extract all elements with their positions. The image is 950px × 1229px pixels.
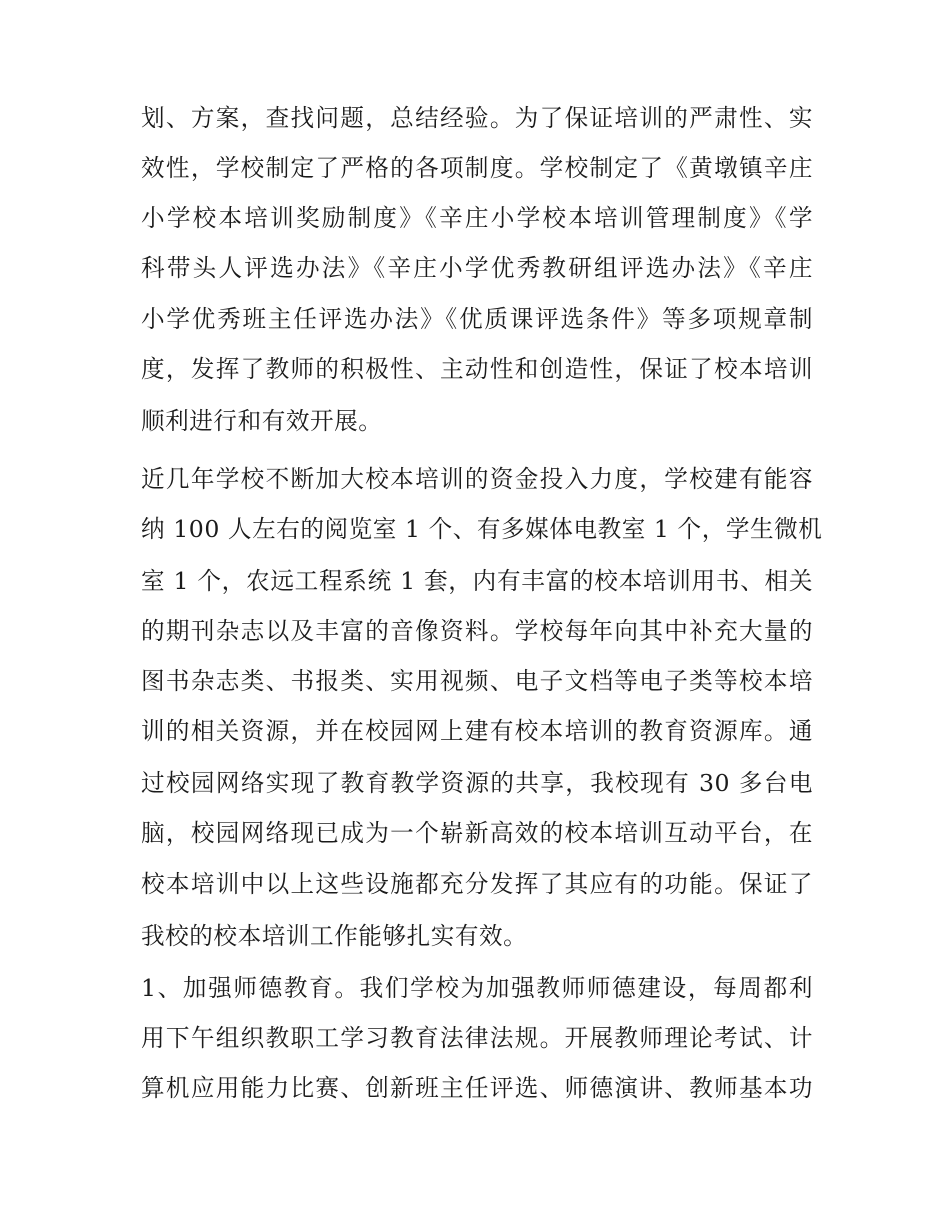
text-line: 1、加强师德教育。我们学校为加强教师师德建设，每周都利 [141, 974, 813, 1002]
text-line: 训的相关资源，并在校园网上建有校本培训的教育资源库。通 [141, 717, 813, 745]
text-line: 效性，学校制定了严格的各项制度。学校制定了《黄墩镇辛庄 [141, 154, 813, 182]
text-line: 科带头人评选办法》《辛庄小学优秀教研组评选办法》《辛庄 [141, 254, 813, 282]
text-line: 的期刊杂志以及丰富的音像资料。学校每年向其中补充大量的 [141, 617, 813, 645]
text-line: 小学优秀班主任评选办法》《优质课评选条件》等多项规章制 [141, 305, 813, 333]
text-line: 划、方案，查找问题，总结经验。为了保证培训的严肃性、实 [141, 104, 813, 132]
text-line: 校本培训中以上这些设施都充分发挥了其应有的功能。保证了 [141, 870, 813, 898]
text-line: 过校园网络实现了教育教学资源的共享，我校现有 30 多台电 [141, 769, 813, 797]
text-line: 脑，校园网络现已成为一个崭新高效的校本培训互动平台，在 [141, 819, 813, 847]
text-line: 顺利进行和有效开展。 [141, 407, 383, 435]
text-line: 室 1 个，农远工程系统 1 套，内有丰富的校本培训用书、相关 [141, 567, 813, 595]
text-line: 近几年学校不断加大校本培训的资金投入力度，学校建有能容 [141, 465, 813, 493]
text-line: 我校的校本培训工作能够扎实有效。 [141, 922, 528, 950]
text-line: 小学校本培训奖励制度》《辛庄小学校本培训管理制度》《学 [141, 204, 813, 232]
text-line: 纳 100 人左右的阅览室 1 个、有多媒体电教室 1 个，学生微机 [141, 515, 823, 543]
text-line: 度，发挥了教师的积极性、主动性和创造性，保证了校本培训 [141, 355, 813, 383]
text-line: 用下午组织教职工学习教育法律法规。开展教师理论考试、计 [141, 1024, 813, 1052]
text-line: 图书杂志类、书报类、实用视频、电子文档等电子类等校本培 [141, 667, 813, 695]
text-line: 算机应用能力比赛、创新班主任评选、师德演讲、教师基本功 [141, 1074, 813, 1102]
